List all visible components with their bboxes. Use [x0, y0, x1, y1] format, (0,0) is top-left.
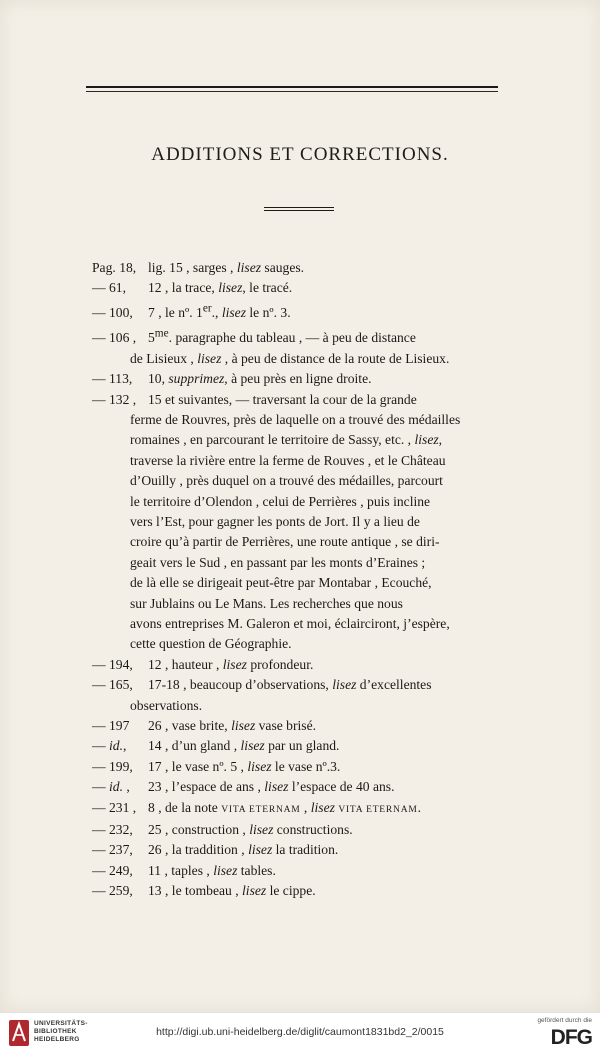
library-name-line-2: BIBLIOTHEK: [34, 1028, 77, 1035]
entry-text: sur Jublains ou Le Mans. Les recherches que nous: [130, 595, 403, 611]
entry-continuation-line: [92, 410, 512, 430]
correction-entry: [92, 655, 512, 675]
entry-text: observations.: [130, 697, 203, 713]
entry-continuation-line: [92, 532, 512, 552]
entry-first-line: [92, 716, 512, 736]
page-reference: — 237,: [92, 842, 133, 858]
page-reference: Pag. 18,: [92, 260, 137, 275]
page-url-link[interactable]: http://digi.ub.uni-heidelberg.de/diglit/caumont1831bd2_2/0015: [156, 1026, 444, 1038]
entry-continuation-line: [92, 471, 512, 491]
correction-entry: [92, 736, 512, 756]
page-reference: — 249,: [92, 862, 133, 878]
correction-entry: [92, 390, 512, 655]
entry-continuation-line: [92, 430, 512, 450]
entry-text: 25 , construction , lisez constructions.: [148, 822, 353, 838]
page-reference: — 194,: [92, 656, 133, 672]
page-reference: — id. ,: [92, 779, 130, 795]
top-rule-thin: [86, 91, 498, 92]
entry-first-line: [92, 861, 512, 881]
correction-entry: [92, 369, 512, 389]
page-reference: — 113,: [92, 371, 133, 387]
entry-first-line: [92, 278, 512, 298]
entry-continuation-line: [92, 492, 512, 512]
entry-continuation-line: [92, 451, 512, 471]
entry-text: geait vers le Sud , en passant par les monts d’Eraines ;: [130, 554, 426, 570]
corrections-list: [92, 258, 512, 902]
entry-text: d’Ouilly , près duquel on a trouvé des médailles, parcourt: [130, 473, 443, 489]
footer-bar: [0, 1012, 600, 1053]
correction-entry: [92, 861, 512, 881]
entry-text: 14 , d’un gland , lisez par un gland.: [148, 738, 340, 754]
entry-first-line: [92, 675, 512, 695]
entry-text: 10, supprimez, à peu près en ligne droite.: [148, 371, 372, 387]
title-rule-upper: [264, 207, 334, 208]
entry-continuation-line: [92, 634, 512, 654]
entry-text: 26 , la traddition , lisez la tradition.: [148, 842, 339, 858]
entry-continuation-line: [92, 573, 512, 593]
page-reference: — 165,: [92, 677, 133, 693]
entry-text: le territoire d’Olendon , celui de Perrières , puis incline: [130, 493, 431, 509]
entry-first-line: [92, 324, 512, 349]
entry-text: ferme de Rouvres, près de laquelle on a trouvé des médailles: [130, 411, 461, 427]
entry-text: 13 , le tombeau , lisez le cippe.: [148, 883, 316, 899]
correction-entry: [92, 324, 512, 369]
page-reference: — 132 ,: [92, 391, 137, 407]
entry-continuation-line: [92, 553, 512, 573]
entry-text: traverse la rivière entre la ferme de Rouves , et le Château: [130, 452, 446, 468]
entry-text: romaines , en parcourant le territoire de Sassy, etc. , lisez,: [130, 432, 443, 448]
top-rule-thick: [86, 86, 498, 88]
correction-entry: [92, 675, 512, 716]
page-reference: — id.,: [92, 738, 127, 754]
dfg-logo: DFG: [550, 1026, 592, 1049]
entry-first-line: [92, 369, 512, 389]
entry-text: croire qu’à partir de Perrières, une route antique , se diri-: [130, 534, 440, 550]
library-name-line-3: HEIDELBERG: [34, 1036, 80, 1043]
library-name-line-1: UNIVERSITÄTS-: [34, 1020, 88, 1027]
entry-first-line: [92, 655, 512, 675]
correction-entry: [92, 258, 512, 278]
entry-text: $5^{me}$. paragraphe du tableau , — à peu de distance: [148, 327, 416, 346]
entry-first-line: [92, 777, 512, 797]
page-reference: — 231 ,: [92, 799, 137, 815]
page-title: ADDITIONS ET CORRECTIONS.: [151, 144, 449, 165]
page-reference: — 232,: [92, 822, 133, 838]
entry-continuation-line: [92, 349, 512, 369]
entry-text: 23 , l’espace de ans , lisez l’espace de 40 ans.: [148, 779, 395, 795]
entry-text: 12 , hauteur , lisez profondeur.: [148, 656, 314, 672]
entry-text: de là elle se dirigeait peut-être par Montabar , Ecouché,: [130, 575, 432, 591]
entry-first-line: [92, 840, 512, 860]
page-reference: — 259,: [92, 883, 133, 899]
entry-first-line: [92, 390, 512, 410]
entry-continuation-line: [92, 594, 512, 614]
entry-continuation-line: [92, 512, 512, 532]
entry-continuation-line: [92, 696, 512, 716]
entry-text: 17 , le vase nº. 5 , lisez le vase nº.3.: [148, 758, 341, 774]
page-reference: — 61,: [92, 280, 126, 296]
entry-text: vers l’Est, pour gagner les ponts de Jort. Il y a lieu de: [130, 513, 420, 529]
entry-text: avons entreprises M. Galeron et moi, éclairciront, j’espère,: [130, 615, 450, 631]
correction-entry: [92, 299, 512, 324]
title-rule-lower: [264, 210, 334, 211]
entry-text: 26 , vase brite, lisez vase brisé.: [148, 718, 317, 733]
correction-entry: [92, 278, 512, 298]
entry-text: lig. 15 , sarges , lisez sauges.: [148, 260, 305, 275]
correction-entry: [92, 840, 512, 860]
entry-text: 12 , la trace, lisez, le tracé.: [148, 280, 293, 296]
entry-continuation-line: [92, 614, 512, 634]
entry-first-line: [92, 258, 512, 278]
correction-entry: [92, 798, 512, 820]
entry-first-line: [92, 757, 512, 777]
entry-first-line: [92, 820, 512, 840]
page-reference: — 197: [92, 718, 130, 733]
entry-first-line: [92, 736, 512, 756]
entry-first-line: [92, 798, 512, 820]
correction-entry: [92, 716, 512, 736]
entry-text: 11 , taples , lisez tables.: [148, 862, 276, 878]
entry-text: de Lisieux , lisez , à peu de distance de la route de Lisieux.: [130, 350, 450, 366]
entry-text: cette question de Géographie.: [130, 636, 292, 652]
entry-text: 15 et suivantes, — traversant la cour de la grande: [148, 391, 417, 407]
correction-entry: [92, 777, 512, 797]
page-reference: — 199,: [92, 758, 133, 774]
entry-text: 17-18 , beaucoup d’observations, lisez d’excellentes: [148, 677, 432, 693]
page-reference: — 106 ,: [92, 330, 137, 346]
correction-entry: [92, 820, 512, 840]
correction-entry: [92, 881, 512, 901]
entry-first-line: [92, 881, 512, 901]
title-double-rule: [264, 207, 334, 212]
top-double-rule: [86, 86, 498, 94]
page-reference: — 100,: [92, 305, 133, 321]
entry-first-line: [92, 299, 512, 324]
entry-text: 7 , le nº. 1er., lisez le nº. 3.: [148, 302, 291, 321]
entry-text: 8 , de la note VITA ETERNAM , lisez VITA ETERNAM.: [148, 799, 422, 815]
correction-entry: [92, 757, 512, 777]
funded-by-label: gefördert durch die: [537, 1017, 592, 1024]
